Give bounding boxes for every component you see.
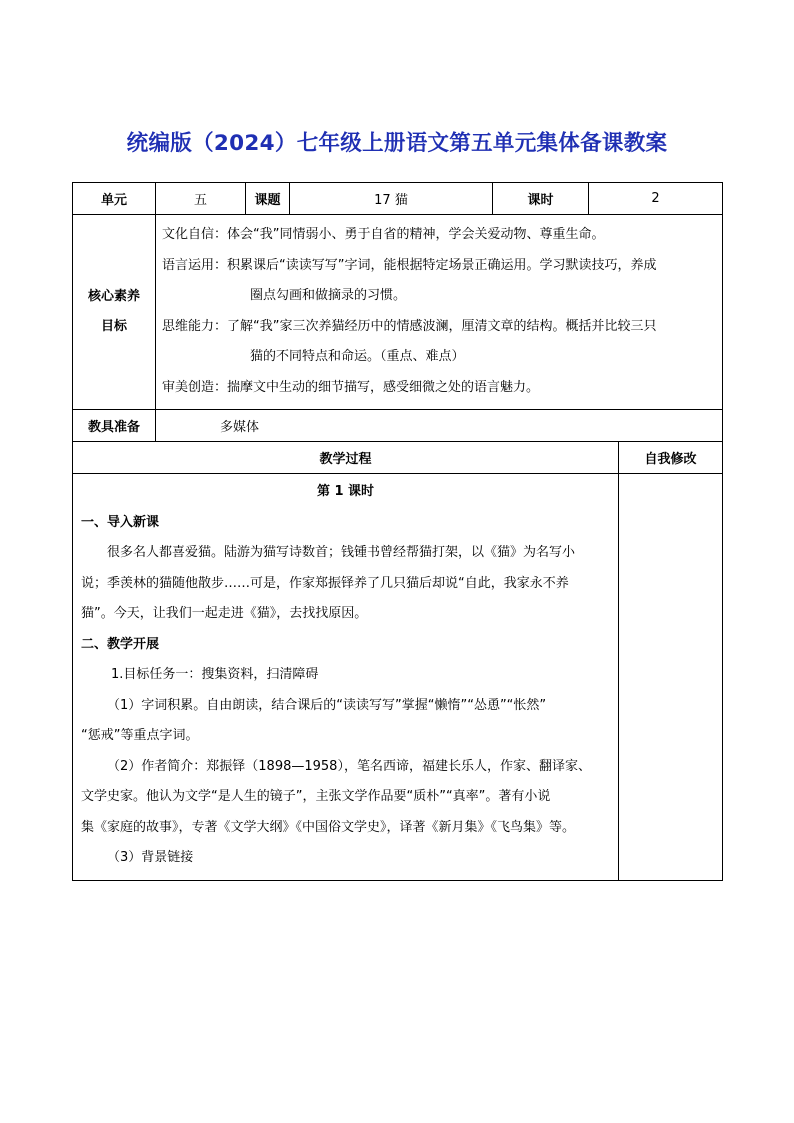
core-competency-content xyxy=(156,215,723,410)
self-revision-header: 自我修改 xyxy=(619,442,723,474)
task-one-title: 1.目标任务一：搜集资料，扫清障碍 xyxy=(111,667,319,682)
lesson-plan-table xyxy=(72,182,723,881)
document-title: 统编版（2024）七年级上册语文第五单元集体备课教案 xyxy=(126,131,668,156)
header-row xyxy=(73,183,723,215)
vocab-line-2: “惩戒”等重点字词。 xyxy=(81,728,199,743)
core-competency-row xyxy=(73,215,723,410)
core-line-thinking: 思维能力：了解“我”家三次养猫经历中的情感波澜，厘清文章的结构。概括并比较三只 xyxy=(162,318,657,334)
process-content xyxy=(73,474,619,881)
vocab-line-1: （1）字词积累。自由朗读，结合课后的“读读写写”掌握“懒惰”“怂恿”“怅然” xyxy=(107,697,547,713)
unit-label: 单元 xyxy=(73,183,156,215)
lesson-period-heading: 第 1 课时 xyxy=(316,484,375,499)
intro-paragraph-line-2: 说；季羡林的猫随他散步……可是，作家郑振铎养了几只猫后却说“自此，我家永不养 xyxy=(81,575,569,591)
core-label-line-1: 核心素养 xyxy=(87,289,140,304)
process-body-row xyxy=(73,474,723,881)
hours-value: 2 xyxy=(589,183,723,215)
self-revision-content xyxy=(619,474,723,881)
core-label-line-2: 目标 xyxy=(100,319,127,334)
tools-label: 教具准备 xyxy=(73,410,156,442)
author-line-2: 文学史家。他认为文学“是人生的镜子”，主张文学作品要“质朴”“真率”。著有小说 xyxy=(81,789,551,804)
process-header: 教学过程 xyxy=(73,442,619,474)
author-line-1: （2）作者简介：郑振铎（1898—1958），笔名西谛，福建长乐人，作家、翻译家、 xyxy=(107,758,591,774)
topic-value: 17 猫 xyxy=(290,183,493,215)
author-line-3: 集《家庭的故事》，专著《文学大纲》《中国俗文学史》，译著《新月集》《飞鸟集》等。 xyxy=(81,819,576,835)
tools-row xyxy=(73,410,723,442)
tools-value: 多媒体 xyxy=(156,410,723,442)
background-link-line: （3）背景链接 xyxy=(107,850,194,865)
topic-label: 课题 xyxy=(246,183,290,215)
core-line-language: 语言运用：积累课后“读读写写”字词，能根据特定场景正确运用。学习默读技巧，养成 xyxy=(162,257,657,273)
core-line-thinking-cont: 猫的不同特点和命运。（重点、难点） xyxy=(250,349,465,364)
process-header-row xyxy=(73,442,723,474)
core-line-language-cont: 圈点勾画和做摘录的习惯。 xyxy=(250,288,407,303)
intro-paragraph-line-1: 很多名人都喜爱猫。陆游为猫写诗数首；钱锺书曾经帮猫打架，以《猫》为名写小 xyxy=(107,545,576,560)
core-competency-label xyxy=(73,215,156,410)
unit-value: 五 xyxy=(156,183,246,215)
intro-paragraph-line-3: 猫”。今天，让我们一起走进《猫》，去找找原因。 xyxy=(81,606,368,621)
core-line-culture: 文化自信：体会“我”同情弱小、勇于自省的精神，学会关爱动物、尊重生命。 xyxy=(162,227,605,242)
hours-label: 课时 xyxy=(493,183,589,215)
core-line-aesthetic: 审美创造：揣摩文中生动的细节描写，感受细微之处的语言魅力。 xyxy=(162,379,540,395)
section-heading-teaching: 二、教学开展 xyxy=(81,636,160,652)
section-heading-intro: 一、导入新课 xyxy=(81,514,160,530)
